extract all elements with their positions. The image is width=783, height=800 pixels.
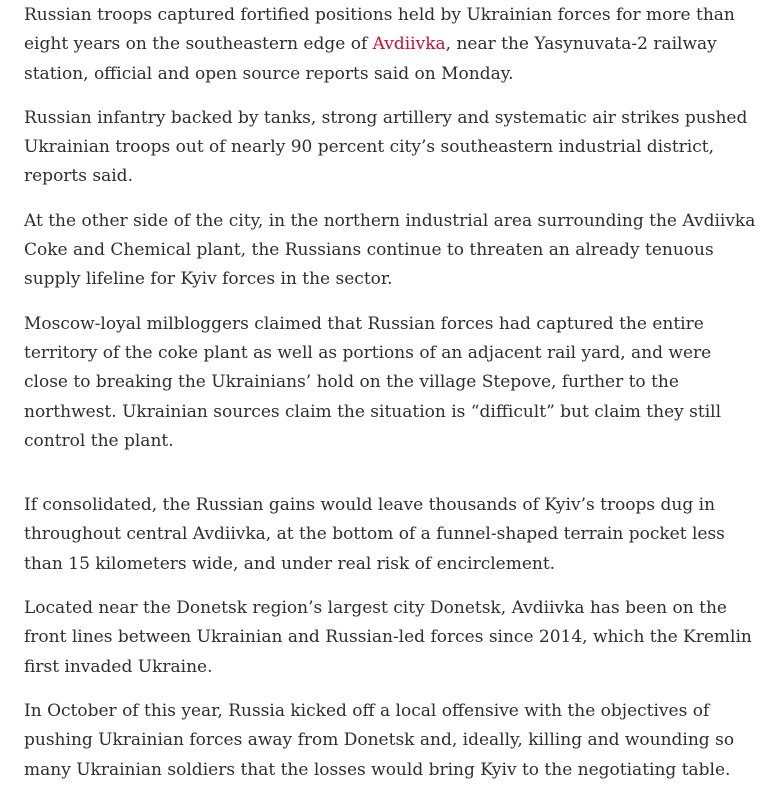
avdiivka-link[interactable]: Avdiivka: [372, 34, 446, 55]
article-paragraph-5: If consolidated, the Russian gains would leave thousands of Kyiv’s troops dug in throughout central Avdiivka, at the bottom of a funnel-shaped terrain pocket less than 15 kilometers wide, and under real risk of encirclement.: [24, 495, 725, 574]
article-paragraph-6: Located near the Donetsk region’s largest city Donetsk, Avdiivka has been on the front lines between Ukrainian and Russian-led forces since 2014, which the Kremlin first invaded Ukraine.: [24, 598, 752, 677]
paragraph-1-text-start: Russian troops captured fortified positions held by Ukrainian forces for more than eight years on the southeastern edge of: [24, 5, 735, 55]
article-paragraph-2: Russian infantry backed by tanks, strong artillery and systematic air strikes pushed Ukrainian troops out of nearly 90 percent city’s southeastern industrial district, reports said.: [24, 107, 748, 187]
article-paragraph-3: At the other side of the city, in the northern industrial area surrounding the Avdiivka Coke and Chemical plant, the Russians continue to threaten an already tenuous supply lifeline for Kyiv forces in the sector.: [24, 210, 756, 290]
paragraph-1-text-end: , near the Yasynuvata-2 railway station, official and open source reports said on Monday.: [24, 34, 717, 84]
article-paragraph-4: Moscow-loyal milbloggers claimed that Russian forces had captured the entire territory of the coke plant as well as portions of an adjacent rail yard, and were close to breaking the Ukrainians’ hold on the village Stepove, further to the northwest. Ukrainian sources claim the situation is “difficult” but claim they still control the plant.: [24, 313, 721, 451]
article-paragraph-7: In October of this year, Russia kicked off a local offensive with the objectives of pushing Ukrainian forces away from Donetsk and, ideally, killing and wounding so many Ukrainian soldiers that the losses would bring Kyiv to the negotiating table.: [24, 700, 735, 780]
article-paragraph-1: [24, 1, 759, 89]
